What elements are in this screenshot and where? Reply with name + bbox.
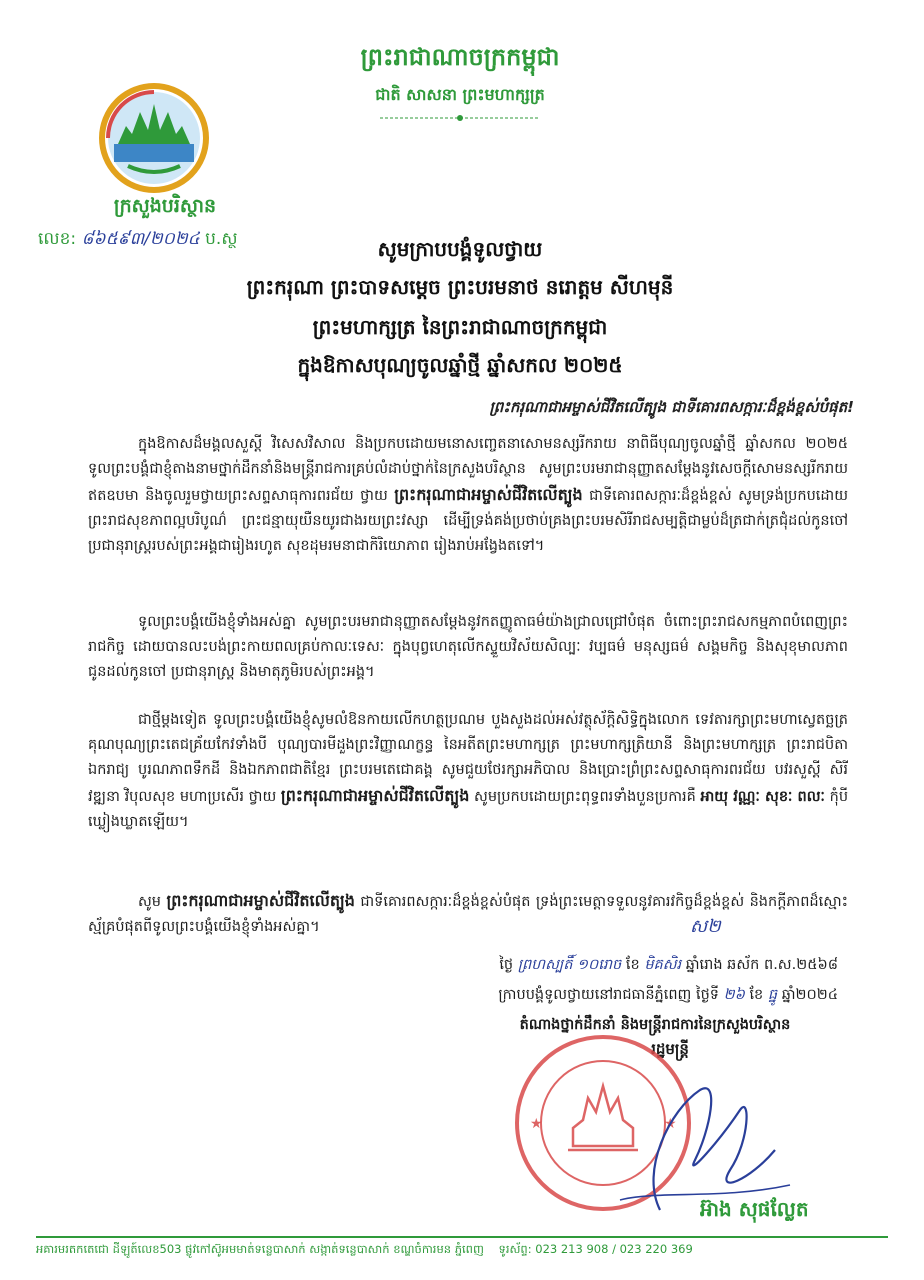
paragraph-3-royal-title: ព្រះករុណាជាអម្ចាស់ជីវិតលើត្បូង xyxy=(280,786,470,805)
paragraph-1-text-a: ក្នុងឱកាសដ៏មង្គលសួស្តី វិសេសវិសាល និងប្រកបដោយមនោសញ្ចេតនាសោមនស្សរីករាយ នាពិធីបុណ្យចូលឆ្នាំថ្មី ឆ្នាំសកល ២០២៥ ទូលព្រះបង្គំជាខ្ញុំតាងនាមថ្នាក់ដឹកនាំនិងមន្ត្រីរាជការគ្រប់លំដាប់ថ្នាក់នៃក្រសួងបរិស្ថាន សូមព្រះបរមរាជានុញ្ញាតសម្តែងនូវសេចក្តីសោមនស្សរីករាយឥតឧបមា និងចូលរួមថ្វាយព្រះសព្ទសាធុការពរជ័យ ថ្វាយ xyxy=(88,436,848,504)
paragraph-1-royal-title: ព្រះករុណាជាអម្ចាស់ជីវិតលើត្បូង xyxy=(394,485,583,504)
address-line-2: ព្រះករុណា ព្រះបាទសម្តេច ព្រះបរមនាថ នរោត្តម សីហមុនី xyxy=(246,275,674,299)
paragraph-3-blessings: អាយុ វណ្ណៈ សុខៈ ពលៈ xyxy=(700,789,825,805)
ministry-logo-icon xyxy=(98,82,210,194)
solar-date-month-label: ខែ xyxy=(749,987,764,1003)
lunar-date-year: ឆ្នាំរោង ឆស័ក ព.ស.២៥៦៨ xyxy=(685,957,838,973)
paragraph-2-text: ទូលព្រះបង្គំយើងខ្ញុំទាំងអស់គ្នា សូមព្រះបរមរាជានុញ្ញាតសម្តែងនូវកតញ្ញូតាធម៌យ៉ាងជ្រាលជ្រៅបំផុត ចំពោះព្រះរាជសកម្មភាពបំពេញព្រះរាជកិច្ច ដោយបានលះបង់ព្រះកាយពលគ្រប់កាលៈទេសៈ ក្នុងបុព្វហេតុលើកស្ទួយវិស័យសិល្បៈ វប្បធម៌ មនុស្សធម៌ សង្គមកិច្ច និងសុខុមាលភាព ជូនដល់កូនចៅ ប្រជានុរាស្ត្រ និងមាតុភូមិរបស់ព្រះអង្គ។ xyxy=(88,614,848,680)
paragraph-4-royal-title: ព្រះករុណាជាអម្ចាស់ជីវិតលើត្បូង xyxy=(166,891,355,910)
handwritten-initials: ស២ xyxy=(690,916,721,937)
solar-date-label: ក្រាបបង្គំទូលថ្វាយនៅរាជធានីភ្នំពេញ ថ្ងៃទី xyxy=(498,987,719,1003)
paragraph-3-text-a: ជាថ្មីម្តងទៀត ទូលព្រះបង្គំយើងខ្ញុំសូមលំឱនកាយលើកហត្ថប្រណម បួងសួងដល់អស់វត្ថុស័ក្តិសិទ្ធិក្នុងលោក ទេវតារក្សាព្រះមហាស្វេតច្ឆត្រ គុណបុណ្យព្រះតេជគ្រ័យកែវទាំងបី បុណ្យបារមីដួងព្រះវិញ្ញាណក្ខន្ធ នៃអតីតព្រះមហាក្សត្រ ព្រះមហាក្សត្រិយានី និងព្រះមហាក្សត្រ ព្រះរាជបិតា ឯករាជ្យ បូរណភាពទឹកដី និងឯកភាពជាតិខ្មែរ ព្រះបរមតេជោគង្គ សូមជួយថែរក្សាអភិបាល និងប្រោះព្រំព្រះសព្ទសាធុការពរជ័យ បវរសួស្តី សិរីវឌ្ឍនា វិបុលសុខ មហាប្រសើរ ថ្វាយ xyxy=(88,712,848,805)
kingdom-motto: ជាតិ សាសនា ព្រះមហាក្សត្រ xyxy=(375,85,545,104)
reference-value: ៨៦៥៩៣/២០២៤ xyxy=(81,229,200,249)
paragraph-3-text-c: កុំបីឃ្លៀងឃ្លាតឡើយ។ xyxy=(88,789,849,830)
paragraph-1 xyxy=(88,432,848,559)
paragraph-3-text-b: សូមប្រកបដោយព្រះពុទ្ធពរទាំងបួនប្រការគឺ xyxy=(474,789,696,805)
paragraph-4-text-b: ជាទីគោរពសក្ការៈដ៏ខ្ពង់ខ្ពស់បំផុត ទ្រង់ព្រះមេត្តាទទួលនូវគារវកិច្ចដ៏ខ្ពង់ខ្ពស់ និងកក្តីភាពដ៏ស្មោះស្ម័គ្របំផុតពីទូលព្រះបង្គំយើងខ្ញុំទាំងអស់គ្នា។ xyxy=(88,894,849,935)
address-line-4: ក្នុងឱកាសបុណ្យចូលឆ្នាំថ្មី ឆ្នាំសកល ២០២៥ xyxy=(297,353,623,377)
paragraph-4 xyxy=(88,888,848,940)
paragraph-4-text-a: សូម xyxy=(138,894,162,910)
ministry-name: ក្រសួងបរិស្ថាន xyxy=(113,195,217,217)
lunar-date-month: មិគសិរ xyxy=(644,957,682,973)
salutation: ព្រះករុណាជាអម្ចាស់ជីវិតលើត្បូង ជាទីគោរពសក្ការៈដ៏ខ្ពង់ខ្ពស់បំផុត! xyxy=(489,398,854,416)
footer-address: អគារមរតកតេជោ ដីឡូត៍លេខ503 ផ្លូវកៅស៊ូអមមាត់ទន្លេបាសាក់ សង្កាត់ទន្លេបាសាក់ ខណ្ឌចំការមន ភ្នំពេញ xyxy=(36,1242,484,1256)
address-line-3: ព្រះមហាក្សត្រ នៃព្រះរាជាណាចក្រកម្ពុជា xyxy=(312,315,608,339)
paragraph-1-text-b: ជាទីគោរពសក្ការៈដ៏ខ្ពង់ខ្ពស់ សូមទ្រង់ប្រកបដោយព្រះរាជសុខភាពល្អបរិបូណ៌ ព្រះជន្មាយុយឺនយូរជាងរយព្រះវស្សា ដើម្បីទ្រង់គង់ប្រថាប់គ្រងព្រះបរមសិរីរាជសម្បត្តិជាម្លប់ដ៏ត្រជាក់ត្រជុំដល់កូនចៅប្រជានុរាស្ត្ររបស់ព្រះអង្គជារៀងរហូត សុខដុមរមនាជាកិរិយោភាព រៀងរាប់អង្វែងតទៅ។ xyxy=(88,488,849,554)
kingdom-title: ព្រះរាជាណាចក្រកម្ពុជា xyxy=(360,43,560,71)
lunar-date-day: ព្រហស្បតិ៍ xyxy=(517,957,573,973)
paragraph-3 xyxy=(88,708,848,835)
solar-date-month: ធ្នូ xyxy=(767,987,778,1003)
solar-date-day: ២៦ xyxy=(723,987,745,1003)
signer-name: អ៊ាង សុផល្លែត xyxy=(700,1197,809,1221)
lunar-date-line xyxy=(499,956,838,977)
footer-divider xyxy=(36,1236,888,1238)
footer-phone: ទូរស័ព្ទ: 023 213 908 / 023 220 369 xyxy=(498,1242,693,1256)
footer xyxy=(36,1242,888,1259)
signature-caption: តំណាងថ្នាក់ដឹកនាំ និងមន្ត្រីរាជការនៃក្រសួងបរិស្ថាន xyxy=(519,1017,791,1033)
svg-text:★: ★ xyxy=(530,1116,543,1132)
solar-date-year: ឆ្នាំ២០២៤ xyxy=(781,987,838,1003)
handwritten-signature-icon xyxy=(600,1050,800,1220)
signer-title: រដ្ឋមន្ត្រី xyxy=(651,1040,689,1058)
lunar-date-label: ថ្ងៃ xyxy=(499,957,514,973)
lunar-date-month-label: ខែ xyxy=(625,957,640,973)
address-line-1: សូមក្រាបបង្គំទូលថ្វាយ xyxy=(377,237,543,261)
reference-prefix: លេខ: xyxy=(38,229,77,249)
paragraph-2 xyxy=(88,610,848,685)
svg-text:★: ★ xyxy=(664,1116,677,1132)
ornament-divider-icon xyxy=(380,112,540,124)
lunar-date-moon: ១០រោច xyxy=(577,957,622,973)
solar-date-line xyxy=(498,986,838,1007)
reference-suffix: ប.ស្ថ xyxy=(205,229,238,249)
